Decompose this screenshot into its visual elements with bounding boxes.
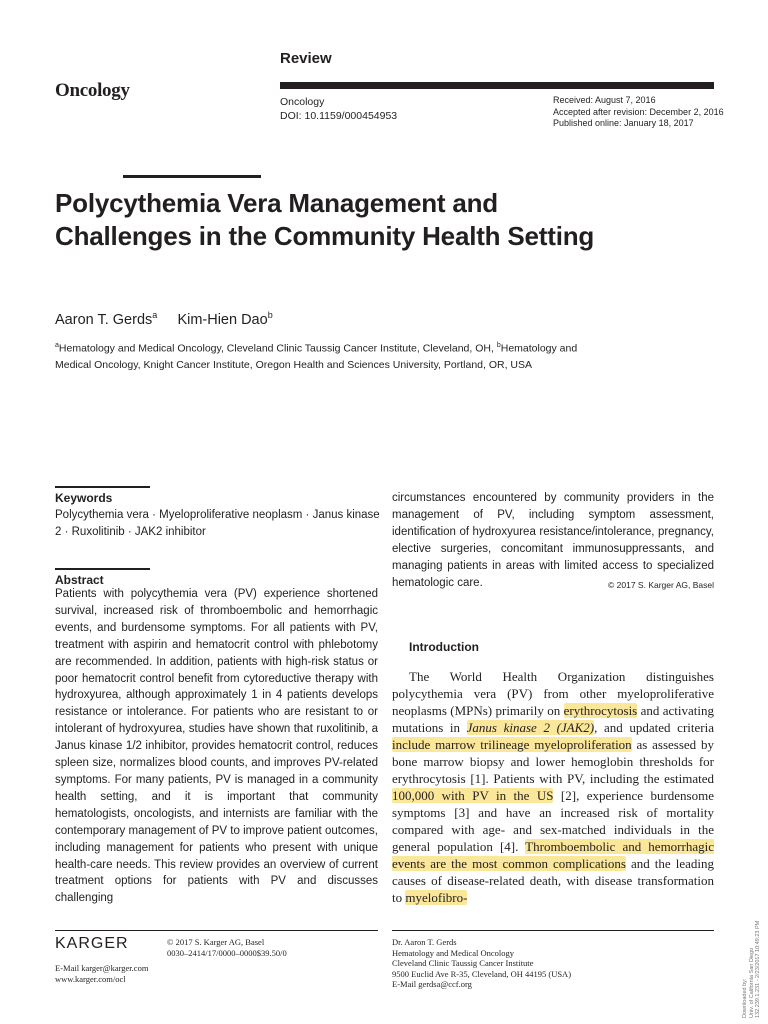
corr-inst: Cleveland Clinic Taussig Cancer Institute (392, 958, 534, 968)
author-name: Kim-Hien Dao (177, 311, 268, 328)
highlight: 100,000 with PV in the US (392, 788, 554, 803)
doi[interactable]: DOI: 10.1159/000454953 (280, 110, 398, 122)
journal-info (280, 95, 397, 123)
abstract-copyright: © 2017 S. Karger AG, Basel (608, 579, 714, 590)
highlight: include marrow trilineage myeloproliferation (392, 737, 632, 752)
publisher-email[interactable]: E-Mail karger@karger.com (55, 963, 149, 973)
publisher-logo: KARGER (55, 935, 129, 952)
affil-mark: b (496, 342, 501, 349)
affil-mark: a (55, 342, 59, 349)
copyright-line: © 2017 S. Karger AG, Basel (167, 937, 265, 947)
footer-copyright (167, 937, 287, 958)
abstract-continued-text: circumstances encountered by community providers in the management of PV, including symptom assessment, identification of hydroxyurea resistance/intolerance, pregnancy, elective surgeries, concomitant immunosuppressants, and managing patients in areas with limited access to specialized hematologic care. (392, 492, 714, 589)
intro-text-run: [2], experience burdensome symptoms [3] and have an increased risk of mortality compared with age- and sex-matched individuals in the general population [4]. (392, 788, 714, 854)
corr-name: Dr. Aaron T. Gerds (392, 937, 457, 947)
accepted-date: Accepted after revision: December 2, 2016 (553, 106, 724, 117)
published-date: Published online: January 18, 2017 (553, 118, 694, 128)
introduction-text (392, 668, 714, 906)
affiliations (55, 338, 615, 374)
download-note-line: Downloaded by: (742, 978, 748, 1018)
correspondence (392, 937, 571, 990)
download-note (742, 903, 762, 1018)
keywords-text: Polycythemia vera · Myeloproliferative neoplasm · Janus kinase 2 · Ruxolitinib · JAK2 inhibitor (55, 509, 380, 538)
keywords-rule (55, 486, 150, 488)
corr-email[interactable]: E-Mail gerdsa@ccf.org (392, 979, 472, 989)
intro-text-run: and activating mutations in (392, 703, 714, 735)
affiliation-b: Hematology and Medical Oncology, Knight Cancer Institute, Oregon Health and Sciences University, Portland, OR, USA (55, 342, 578, 371)
abstract-continued (392, 490, 714, 593)
introduction-heading: Introduction (409, 640, 479, 654)
publisher-contact (55, 963, 148, 984)
author-list (55, 310, 273, 328)
title-rule (123, 175, 261, 178)
received-date: Received: August 7, 2016 (553, 95, 656, 105)
article-title: Polycythemia Vera Management and Challenges in the Community Health Setting (55, 188, 595, 251)
footer-rule (392, 930, 714, 931)
highlight: Thromboembolic and hemorrhagic events are the most common complications (392, 839, 714, 871)
abstract-text: Patients with polycythemia vera (PV) experience shortened survival, increased risk of thromboembolic and hemorrhagic events, and burdensome symptoms. For all patients with PV, treatment with aspirin and hematocrit control with phlebotomy are recommended. In addition, patients with high-risk status or poor hematocrit control benefit from cytoreductive therapy with hydroxyurea, although approximately 1 in 4 patients develops resistance or intolerance. For patients who are resistant to or intolerant of hydroxyurea, studies have shown that ruxolitinib, a Janus kinase 1/2 inhibitor, provides hematocrit control, reduces spleen size, normalizes blood counts, and improves PV-related symptoms. For many patients, PV is managed in a community health setting, and it is important that community hematologists, oncologists, and internists are familiar with the contemporary management of PV to improve patient outcomes, including management for patients who present with unique health-care needs. This review provides an overview of current treatment options for patients with PV and discusses challenging (55, 588, 378, 905)
journal-name: Oncology (280, 96, 325, 108)
intro-text-run: , and updated criteria (594, 720, 714, 735)
highlight: erythrocytosis (563, 703, 638, 718)
journal-logo: Oncology (55, 80, 130, 101)
abstract-heading: Abstract (55, 573, 104, 587)
corr-dept: Hematology and Medical Oncology (392, 947, 515, 958)
footer-rule (55, 930, 378, 931)
download-note-line: Univ. of California San Diego (748, 947, 755, 1018)
abstract-rule (55, 568, 150, 570)
article-dates (553, 95, 724, 130)
affiliation-a: Hematology and Medical Oncology, Cleveland Clinic Taussig Cancer Institute, Cleveland, OH, (58, 342, 497, 355)
intro-text-run: and the leading causes of disease-related death, with disease transformation to (392, 856, 714, 905)
section-label: Review (280, 50, 332, 67)
intro-text-run: The World Health Organization distinguishes polycythemia vera (PV) from other myeloproliferative neoplasms (MPNs) primarily on (392, 669, 714, 718)
keywords-heading: Keywords (55, 491, 113, 505)
highlight: myelofibro- (405, 890, 468, 905)
author-affil-mark: a (152, 310, 158, 320)
corr-address: 9500 Euclid Ave R-35, Cleveland, OH 44195 (USA) (392, 968, 572, 979)
download-note-line: 132.239.1.231 - 2/23/2017 10:49:23 PM (755, 920, 761, 1018)
author-affil-mark: b (267, 310, 273, 320)
issn-line: 0030–2414/17/0000–0000$39.50/0 (167, 947, 287, 958)
intro-text-run: as assessed by bone marrow biopsy and lower hemoglobin thresholds for erythrocytosis [1]. Patients with PV, including the estimated (392, 737, 714, 786)
publisher-website[interactable]: www.karger.com/ocl (55, 973, 126, 984)
header-bar (280, 82, 714, 89)
highlight: Janus kinase 2 (JAK2) (466, 720, 595, 735)
author-name: Aaron T. Gerds (55, 311, 153, 328)
